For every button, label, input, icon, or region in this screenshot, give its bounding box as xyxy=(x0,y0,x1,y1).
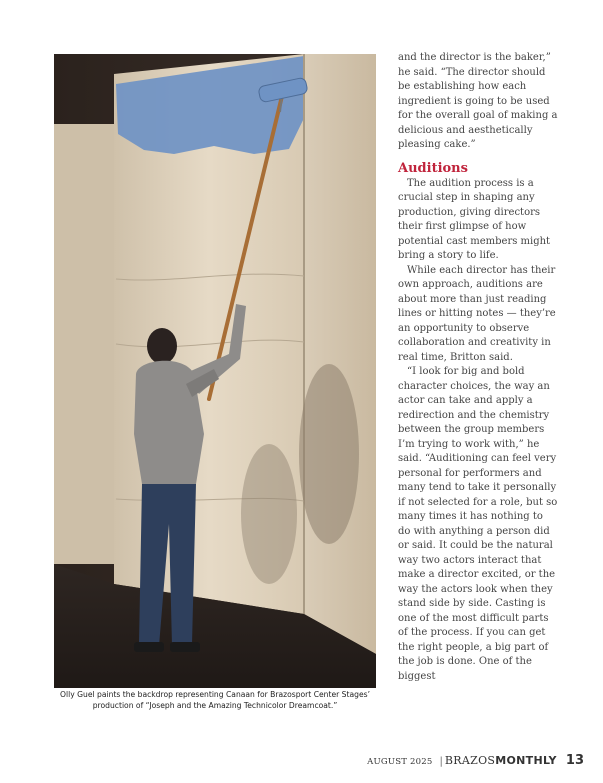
issue-date: AUGUST 2025 xyxy=(367,757,433,767)
brand-name-part1: BRAZOS xyxy=(444,754,496,767)
photo-caption: Olly Guel paints the backdrop representing Canaan for Brazosport Center Stages’ production of “Joseph and the Amazing Technicolor Dreamcoat.” xyxy=(60,690,370,710)
section-heading: Auditions xyxy=(398,160,468,176)
body-paragraph: “I look for big and bold character choices, the way an actor can take and apply a redirection and the chemistry between the group members I’m trying to work with,” he said. “Auditioning can feel very personal for performers and many tend to take it personally if not selected for a role, but so many times it has nothing to do with anything a person did or said. It could be the natural way two actors interact that make a director excited, or the way the actors look when they stand side by side. Casting is one of the most difficult parts of the process. If you can get the right people, a big part of the job is done. One of the biggest xyxy=(398,366,558,682)
page-footer xyxy=(367,749,584,768)
photo-illustration xyxy=(54,54,376,688)
brand-name-part2: MONTHLY xyxy=(495,754,557,767)
page-number: 13 xyxy=(565,753,584,768)
body-paragraph: While each director has their own approach, auditions are about more than just reading lines or hitting notes — they’re an opportunity to observe collaboration and creativity in real time, Britton said. xyxy=(398,264,556,363)
article-column xyxy=(398,51,558,684)
lead-paragraph: and the director is the baker,” he said. “The director should be establishing how each ingredient is going to be used for the overall goal of making a delicious and aesthetically pleasing cake.” xyxy=(398,52,558,150)
article-photo xyxy=(54,54,376,688)
footer-separator: | xyxy=(439,756,443,767)
body-paragraph: The audition process is a crucial step in shaping any production, giving directors their first glimpse of how potential cast members might bring a story to life. xyxy=(398,177,551,261)
